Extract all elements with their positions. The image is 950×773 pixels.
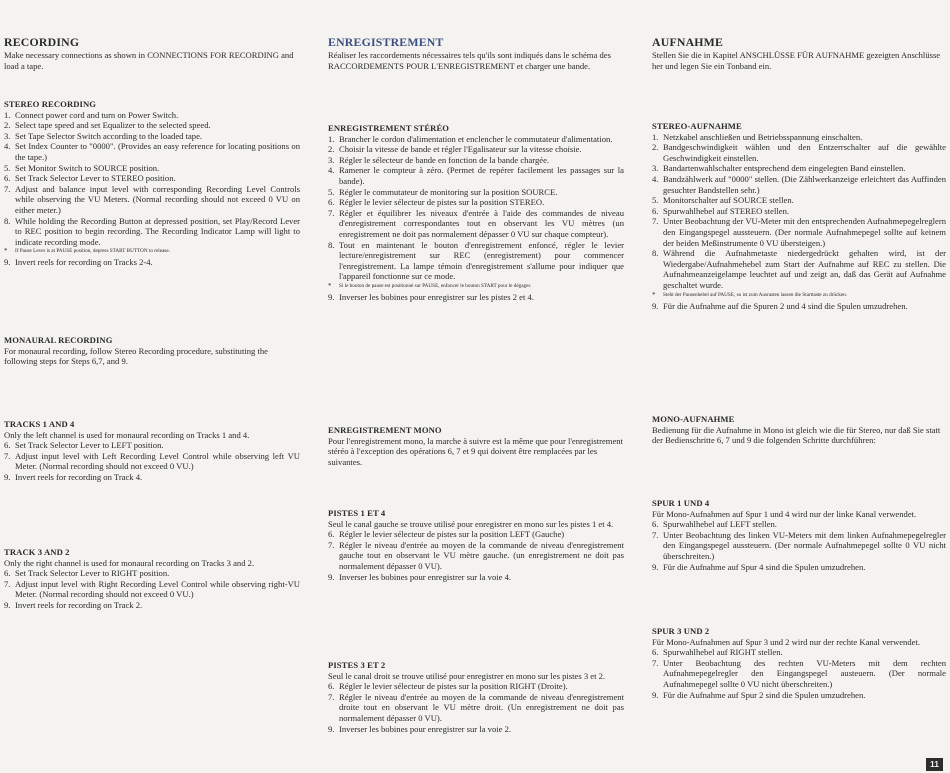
step-text: Si le bouton de pause est positionné sur PAUSE, enfoncer le bouton START pour le dégager. [339, 282, 532, 289]
step-item [4, 120, 300, 131]
step-list [328, 681, 624, 734]
step-number: 7. [328, 539, 335, 550]
step-text: Bandgeschwindigkeit wählen und den Entzerrschalter auf die gewählte Geschwindigkeit einstellen. [663, 142, 946, 163]
step-item [328, 240, 624, 282]
step-text: Set Track Selector Lever to LEFT position. [15, 440, 164, 451]
section-title: PISTES 3 ET 2 [328, 660, 386, 670]
step-item [4, 110, 300, 121]
step-text: Set Tape Selector Switch according to the loaded tape. [15, 130, 203, 141]
step-item [652, 690, 946, 701]
german-column [652, 35, 946, 700]
step-text: Set Monitor Switch to SOURCE position. [15, 162, 160, 173]
step-number: 8. [328, 239, 335, 250]
step-item [328, 529, 624, 540]
section-title: MONO-AUFNAHME [652, 414, 735, 424]
section-title: PISTES 1 ET 4 [328, 508, 386, 518]
step-number: 9. [4, 471, 11, 482]
section-intro: Pour l'enregistrement mono, la marche à suivre est la même que pour l'enregistrement stéréo à l'exception des opérations 6, 7 et 9 qui doivent être remplacées par les suivantes. [328, 435, 623, 467]
step-item [652, 216, 946, 248]
english-main-title: RECORDING [4, 35, 80, 49]
step-list [652, 647, 946, 700]
german-section [652, 626, 946, 700]
step-item [328, 155, 624, 166]
step-list [328, 529, 624, 582]
step-number: 6. [4, 568, 11, 579]
step-text: Régler le commutateur de monitoring sur la position SOURCE. [339, 186, 558, 197]
step-list [4, 440, 300, 482]
step-number: 6. [4, 440, 11, 451]
section-title: SPUR 1 UND 4 [652, 498, 710, 508]
step-text: Inverser les bobines pour enregistrer sur la voie 4. [339, 571, 512, 582]
step-number: 4. [652, 173, 659, 184]
step-text: Bandzählwerk auf "0000" stellen. (Die Zählwerkanzeige erleichtert das Auffinden gesuchter Bandstellen sehr.) [663, 173, 946, 195]
step-item [652, 562, 946, 573]
step-item [4, 600, 300, 611]
step-item [652, 530, 946, 562]
step-item [328, 681, 624, 692]
english-main-intro: Make necessary connections as shown in CONNECTIONS FOR RECORDING and load a tape. [4, 50, 294, 71]
step-number: 7. [652, 657, 659, 668]
step-item [328, 144, 624, 155]
step-item [4, 257, 300, 268]
step-item [328, 724, 624, 735]
section-title: ENREGISTREMENT MONO [328, 425, 442, 435]
step-number: 4. [4, 141, 11, 152]
step-item [328, 208, 624, 240]
step-item [4, 451, 300, 472]
step-text: Spurwahlhebel auf RIGHT stellen. [663, 647, 783, 658]
step-text: Inverser les bobines pour enregistrer sur les pistes 2 et 4. [339, 291, 534, 302]
step-item [328, 572, 624, 583]
step-text: Für die Aufnahme auf Spur 2 sind die Spulen umzudrehen. [663, 689, 866, 700]
section-intro: Only the right channel is used for monaural recording on Tracks 3 and 2. [4, 557, 255, 568]
step-list [652, 519, 946, 572]
step-text: Tout en maintenant le bouton d'enregistrement enfoncé, régler le levier lecture/enregistrement sur REC (enregistrement) pour commencer l'enregistrement. La lampe témoin d'enregistrement s'allume pour indiquer que l'appareil fonctionne sur ce mode. [339, 239, 624, 282]
step-item [328, 187, 624, 198]
english-column [4, 35, 300, 610]
step-number: 8. [4, 215, 11, 226]
step-number: 6. [4, 173, 11, 184]
step-item [328, 197, 624, 208]
step-number: 9. [4, 257, 11, 268]
step-text: Für die Aufnahme auf Spur 4 sind die Spulen umzudrehen. [663, 561, 866, 572]
french-main-title: ENREGISTREMENT [328, 35, 444, 49]
step-item [4, 472, 300, 483]
step-item [4, 131, 300, 142]
german-main-title: AUFNAHME [652, 35, 724, 49]
step-number: 6. [328, 681, 335, 692]
section-title: MONAURAL RECORDING [4, 335, 113, 345]
step-item [4, 568, 300, 579]
step-number: 5. [4, 162, 11, 173]
step-note [328, 283, 624, 290]
step-note [652, 292, 946, 299]
step-item [4, 141, 300, 162]
step-text: Connect power cord and turn on Power Switch. [15, 109, 179, 120]
step-item [652, 519, 946, 530]
section-intro: Only the left channel is used for monaural recording on Tracks 1 and 4. [4, 429, 250, 440]
step-number: 9. [328, 723, 335, 734]
step-item [652, 647, 946, 658]
step-text: Régler le levier sélecteur de pistes sur la position STEREO. [339, 197, 545, 208]
french-section [328, 425, 624, 467]
step-text: Set Track Selector Lever to RIGHT position. [15, 568, 170, 579]
section-intro: Bedienung für die Aufnahme in Mono ist gleich wie die für Stereo, nur daß Sie statt der Bedienschritte 6, 7 und 9 die folgenden Schritte durchführen: [652, 424, 941, 446]
page-number: 11 [926, 758, 943, 771]
step-text: Monitorschalter auf SOURCE stellen. [663, 195, 794, 206]
french-section [328, 508, 624, 582]
step-text: Unter Beobachtung der VU-Meter mit den entsprechenden Aufnahmepegelreglern den Eingangspegel aussteuern. (Der normale Aufnahmepegel sollte auf keinem der beiden Meßinstrumente 0 VU übersteigen.) [663, 216, 946, 248]
step-number: 3. [328, 154, 335, 165]
step-item [652, 206, 946, 217]
step-item [328, 540, 624, 572]
german-section [652, 121, 946, 311]
step-text: Spurwahlhebel auf LEFT stellen. [663, 519, 777, 530]
step-list [4, 568, 300, 610]
section-title: TRACKS 1 AND 4 [4, 419, 75, 429]
step-number: * [652, 290, 656, 299]
german-section [652, 498, 946, 572]
section-title: STEREO RECORDING [4, 99, 97, 109]
german-section [652, 414, 946, 446]
step-number: 6. [652, 647, 659, 658]
step-item [652, 174, 946, 195]
step-item [328, 292, 624, 303]
step-number: 6. [328, 197, 335, 208]
step-number: 6. [652, 205, 659, 216]
english-section [4, 547, 300, 611]
step-list [652, 132, 946, 312]
section-intro: For monaural recording, follow Stereo Recording procedure, substituting the following steps for Steps 6,7, and 9. [4, 345, 268, 367]
step-number: 9. [328, 571, 335, 582]
step-text: Unter Beobachtung des linken VU-Meters mit dem linken Aufnahmepegelregler den Eingangspegel aussteuern. (Der normale Aufnahmepegel sollte 0 VU nicht überschreiten.) [663, 529, 946, 561]
french-section [328, 123, 624, 303]
step-number: 2. [4, 120, 11, 131]
step-item [328, 165, 624, 186]
step-text: Invert reels for recording on Track 4. [15, 471, 143, 482]
step-text: Select tape speed and set Equalizer to the selected speed. [15, 120, 211, 131]
step-text: Régler le niveau d'entrée au moyen de la commande de niveau d'enregistrement droite tout en observant le VU mètre droit. (Un enregistrement ne doit pas normalement dépasser 0 VU). [339, 691, 624, 723]
french-main-intro: Réaliser les raccordements nécessaires tels qu'ils sont indiqués dans le schéma des RACCORDEMENTS POUR L'ENREGISTREMENT et charger une bande. [328, 50, 611, 71]
step-text: Bandartenwahlschalter entsprechend dem eingelegten Band einstellen. [663, 163, 906, 174]
step-number: 1. [328, 133, 335, 144]
step-item [652, 248, 946, 290]
step-item [328, 134, 624, 145]
section-intro: Für Mono-Aufnahmen auf Spur 1 und 4 wird nur der linke Kanal verwendet. [652, 508, 917, 519]
step-number: 7. [4, 450, 11, 461]
step-text: Steht der Pausenhebel auf PAUSE, so ist zum Ausrasten lassen die Starttaste zu drücken. [663, 291, 848, 298]
section-intro: Seul le canal gauche se trouve utilisé pour enregistrer en mono sur les pistes 1 et 4. [328, 518, 614, 529]
step-item [652, 163, 946, 174]
step-text: Adjust and balance input level with corresponding Recording Level Controls while observing the VU Meters. (Normal recording should not exceed 0 VU on either meter.) [15, 183, 300, 215]
step-text: Set Index Counter to "0000". (Provides an easy reference for locating positions on the tape.) [15, 141, 300, 162]
step-text: Set Track Selector Lever to STEREO position. [15, 173, 176, 184]
step-number: 9. [652, 561, 659, 572]
step-item [4, 173, 300, 184]
step-number: 3. [652, 163, 659, 174]
french-column [328, 35, 624, 734]
step-number: 2. [328, 144, 335, 155]
step-number: 6. [328, 529, 335, 540]
step-number: 7. [652, 216, 659, 227]
step-number: 9. [328, 291, 335, 302]
step-text: Spurwahlhebel auf STEREO stellen. [663, 205, 790, 216]
step-item [4, 184, 300, 216]
step-text: Brancher le cordon d'alimentation et enclencher le commutateur d'alimentation. [339, 133, 613, 144]
step-number: 1. [652, 131, 659, 142]
step-item [652, 301, 946, 312]
step-number: 3. [4, 130, 11, 141]
step-number: 9. [4, 599, 11, 610]
step-number: 5. [328, 186, 335, 197]
step-number: 7. [4, 183, 11, 194]
step-text: Régler le levier sélecteur de pistes sur la position RIGHT (Droite). [339, 681, 568, 692]
step-text: Régler le sélecteur de bande en fonction de la bande chargée. [339, 154, 550, 165]
step-text: Unter Beobachtung des rechten VU-Meters mit dem rechten Aufnahmepegelregler den Eingangspegel austeuern. (Der normale Aufnahmepegel sollte 0 VU nicht überschreiten.) [663, 657, 946, 689]
step-text: Für die Aufnahme auf die Spuren 2 und 4 sind die Spulen umzudrehen. [663, 300, 908, 311]
step-number: 2. [652, 142, 659, 153]
step-item [4, 216, 300, 248]
step-note [4, 248, 300, 255]
step-text: Adjust input level with Right Recording Level Control while observing right-VU Meter. (Normal recording should not exceed 0 VU.) [15, 578, 300, 600]
step-text: Invert reels for recording on Track 2. [15, 599, 143, 610]
step-list [4, 110, 300, 268]
step-number: 9. [652, 300, 659, 311]
step-text: Choisir la vitesse de bande et régler l'Egalisateur sur la vitesse choisie. [339, 144, 582, 155]
step-text: While holding the Recording Button at depressed position, set Play/Record Lever to REC position to begin recording. The Recording Indicator Lamp will light to indicate recording mode. [15, 215, 300, 247]
step-text: Ramener le compteur à zéro. (Permet de repérer facilement les passages sur la bande). [339, 165, 624, 186]
german-main-intro: Stellen Sie die in Kapitel ANSCHLÜSSE FÜR AUFNAHME gezeigten Anschlüsse her und legen Sie ein Tonband ein. [652, 50, 941, 71]
step-item [652, 132, 946, 143]
english-section [4, 419, 300, 483]
step-text: Netzkabel anschließen und Betriebsspannung einschalten. [663, 131, 863, 142]
step-item [4, 579, 300, 600]
step-number: 6. [652, 519, 659, 530]
step-number: 7. [328, 207, 335, 218]
step-item [4, 163, 300, 174]
step-number: 4. [328, 165, 335, 176]
step-number: 1. [4, 109, 11, 120]
step-item [328, 692, 624, 724]
step-number: 7. [4, 578, 11, 589]
step-text: Während die Aufnahmetaste niedergedrückt gehalten wird, ist der Wiedergabe/Aufnahmehebel zum Start der Aufnahme auf REC zu stellen. Die Aufnahmeanzeigelampe leuchtet auf und zeigt an, daß das Gerät auf Aufnahme geschaltet wurde. [663, 248, 946, 290]
step-text: Régler le niveau d'entrée au moyen de la commande de niveau d'enregistrement gauche tout en observant le VU mètre gauche. (un enregistrement ne doit pas normalement dépasser 0 VU). [339, 539, 624, 571]
english-section [4, 99, 300, 268]
step-number: * [4, 247, 8, 256]
step-item [652, 195, 946, 206]
section-title: TRACK 3 AND 2 [4, 547, 70, 557]
step-number: 5. [652, 195, 659, 206]
step-item [4, 440, 300, 451]
step-number: 9. [652, 689, 659, 700]
step-number: 7. [652, 529, 659, 540]
step-text: Adjust input level with Left Recording Level Control while observing left VU Meter. (Normal recording should not exceed 0 VU.) [15, 450, 300, 472]
step-text: Régler le levier sélecteur de pistes sur la position LEFT (Gauche) [339, 529, 565, 540]
step-text: If Pause Lever is at PAUSE position, depress START BUTTON to release. [15, 248, 170, 255]
step-item [652, 142, 946, 163]
step-text: Inverser les bobines pour enregistrer sur la voie 2. [339, 723, 512, 734]
section-intro: Für Mono-Aufnahmen auf Spur 3 und 2 wird nur der rechte Kanal verwendet. [652, 636, 921, 647]
section-intro: Seul le canal droit se trouve utilisé pour enregistrer en mono sur les pistes 3 et 2. [328, 670, 606, 681]
section-title: SPUR 3 UND 2 [652, 626, 710, 636]
english-section [4, 335, 300, 367]
step-text: Invert reels for recording on Tracks 2-4. [15, 257, 153, 268]
section-title: STEREO-AUFNAHME [652, 121, 742, 131]
step-number: 7. [328, 691, 335, 702]
french-section [328, 660, 624, 734]
step-number: * [328, 281, 332, 290]
step-item [652, 658, 946, 690]
step-number: 8. [652, 248, 659, 259]
step-text: Régler et équilibrer les niveaux d'entrée à l'aide des commandes de niveau d'enregistrement correspondantes tout en observant les VU mètres (un enregistrement ne doit pas normalement dépasser 0 VU sur chaque compteur). [339, 207, 624, 239]
step-list [328, 134, 624, 303]
section-title: ENREGISTREMENT STÉRÉO [328, 123, 450, 133]
